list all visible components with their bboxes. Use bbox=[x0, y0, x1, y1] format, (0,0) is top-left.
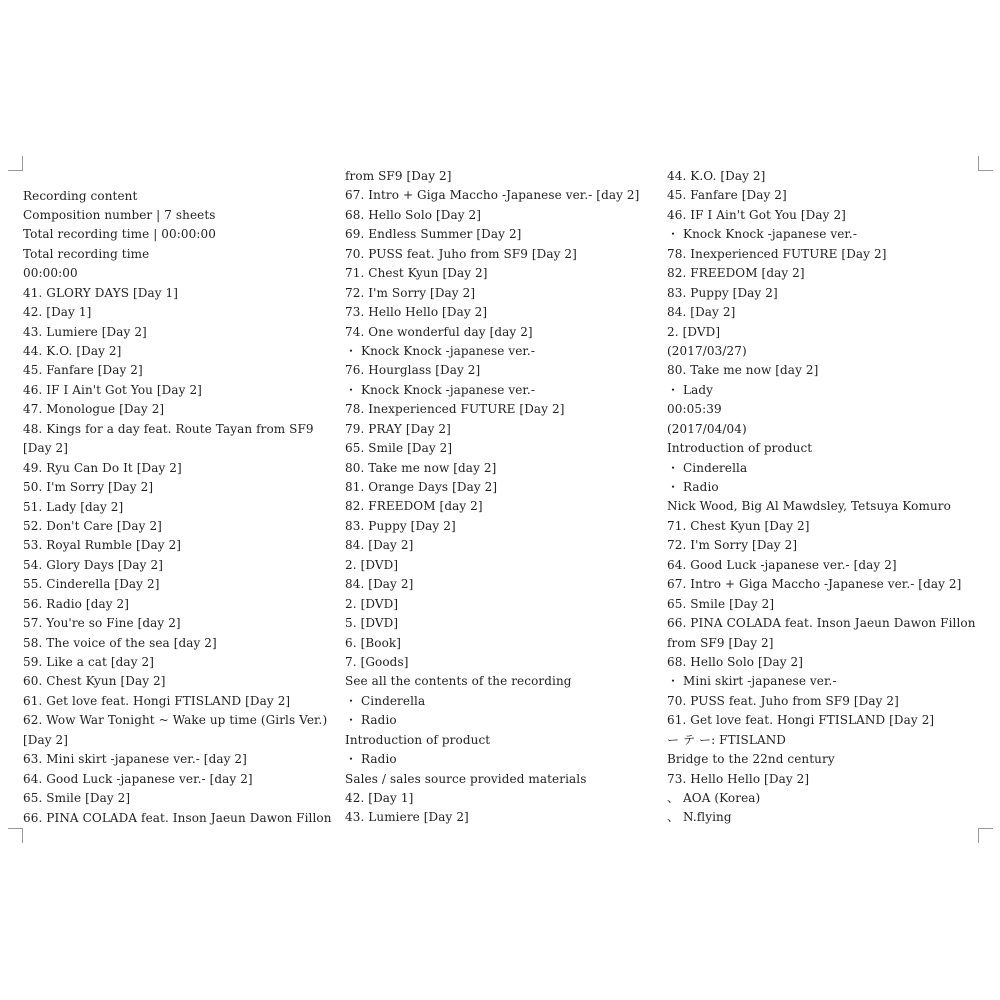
text-line: 45. Fanfare [Day 2] bbox=[667, 188, 787, 203]
text-line: 69. Endless Summer [Day 2] bbox=[345, 227, 522, 242]
text-line: 59. Like a cat [day 2] bbox=[23, 655, 155, 669]
text-line: Introduction of product bbox=[345, 732, 491, 747]
text-line: (2017/04/04) bbox=[667, 421, 747, 436]
text-line: 64. Good Luck -japanese ver.- [day 2] bbox=[23, 771, 253, 786]
text-line: ・ Cinderella bbox=[667, 460, 748, 475]
text-line: 52. Don't Care [Day 2] bbox=[23, 518, 162, 533]
text-line: 47. Monologue [Day 2] bbox=[23, 402, 165, 417]
text-line: 42. [Day 1] bbox=[345, 791, 414, 805]
text-line: 68. Hello Solo [Day 2] bbox=[345, 207, 482, 222]
text-line: Bridge to the 22nd century bbox=[667, 752, 835, 767]
text-line: 48. Kings for a day feat. Route Tayan from SF9 bbox=[23, 421, 314, 436]
text-line: 00:00:00 bbox=[23, 266, 78, 281]
text-line: 7. [Goods] bbox=[345, 654, 409, 669]
text-line: ・ Cinderella bbox=[345, 693, 426, 708]
text-line: 42. [Day 1] bbox=[23, 305, 92, 320]
text-line: 41. GLORY DAYS [Day 1] bbox=[23, 285, 179, 300]
text-line: ・ Knock Knock -japanese ver.- bbox=[345, 343, 536, 358]
text-line: 61. Get love feat. Hongi FTISLAND [Day 2] bbox=[667, 713, 935, 728]
text-line: ・ Radio bbox=[667, 480, 719, 494]
text-line: 68. Hello Solo [Day 2] bbox=[667, 654, 804, 669]
text-line: 2. [DVD] bbox=[667, 324, 721, 339]
text-line: 73. Hello Hello [Day 2] bbox=[667, 771, 810, 786]
text-line: 57. You're so Fine [day 2] bbox=[23, 616, 181, 631]
text-line: 46. IF I Ain't Got You [Day 2] bbox=[23, 382, 202, 397]
text-line: 62. Wow War Tonight ~ Wake up time (Girls Ver.) bbox=[23, 713, 328, 728]
text-line: 71. Chest Kyun [Day 2] bbox=[345, 266, 488, 281]
text-line: 、 AOA (Korea) bbox=[667, 791, 761, 805]
text-line: 65. Smile [Day 2] bbox=[23, 791, 131, 806]
text-line: 44. K.O. [Day 2] bbox=[23, 344, 122, 358]
text-line: 58. The voice of the sea [day 2] bbox=[23, 635, 217, 650]
text-line: 70. PUSS feat. Juho from SF9 [Day 2] bbox=[667, 693, 899, 708]
text-line: 82. FREEDOM [day 2] bbox=[667, 266, 805, 281]
text-line: 46. IF I Ain't Got You [Day 2] bbox=[667, 207, 846, 222]
text-line: 74. One wonderful day [day 2] bbox=[345, 324, 533, 339]
text-line: 76. Hourglass [Day 2] bbox=[345, 363, 481, 378]
text-line: ー テ ー: FTISLAND bbox=[667, 732, 787, 747]
text-line: 73. Hello Hello [Day 2] bbox=[345, 305, 488, 320]
text-line: 51. Lady [day 2] bbox=[23, 499, 124, 514]
text-line: 、 N.flying bbox=[667, 810, 732, 825]
text-column-2 bbox=[345, 167, 667, 828]
text-line: ・ Lady bbox=[667, 382, 713, 397]
text-line: 78. Inexperienced FUTURE [Day 2] bbox=[667, 246, 887, 261]
text-line: 66. PINA COLADA feat. Inson Jaeun Dawon Fillon bbox=[667, 616, 976, 631]
text-line: from SF9 [Day 2] bbox=[667, 635, 774, 650]
text-line: (2017/03/27) bbox=[667, 343, 747, 358]
text-line: 56. Radio [day 2] bbox=[23, 596, 130, 611]
text-line: 84. [Day 2] bbox=[667, 305, 736, 320]
text-line: See all the contents of the recording bbox=[345, 674, 572, 689]
text-line: 65. Smile [Day 2] bbox=[345, 441, 453, 456]
text-line: 49. Ryu Can Do It [Day 2] bbox=[23, 460, 182, 475]
text-line: 6. [Book] bbox=[345, 635, 402, 650]
text-line: 84. [Day 2] bbox=[345, 577, 414, 592]
text-line: 54. Glory Days [Day 2] bbox=[23, 557, 163, 572]
text-line: 67. Intro + Giga Maccho -Japanese ver.- [day 2] bbox=[345, 188, 640, 203]
text-line: 53. Royal Rumble [Day 2] bbox=[23, 538, 182, 553]
text-line: 45. Fanfare [Day 2] bbox=[23, 363, 143, 378]
text-line: 63. Mini skirt -japanese ver.- [day 2] bbox=[23, 752, 247, 767]
text-line: 44. K.O. [Day 2] bbox=[667, 169, 766, 183]
text-line: ・ Radio bbox=[345, 752, 397, 767]
crop-mark-bottom-left bbox=[8, 828, 23, 843]
text-line: 79. PRAY [Day 2] bbox=[345, 421, 451, 436]
text-line: Total recording time | 00:00:00 bbox=[23, 227, 216, 242]
text-line: 43. Lumiere [Day 2] bbox=[23, 324, 147, 339]
crop-mark-bottom-right bbox=[978, 828, 993, 843]
text-line: 00:05:39 bbox=[667, 402, 722, 417]
text-line: 83. Puppy [Day 2] bbox=[345, 518, 456, 533]
text-line: 84. [Day 2] bbox=[345, 538, 414, 553]
text-line: ・ Mini skirt -japanese ver.- bbox=[667, 674, 837, 689]
text-line: ・ Radio bbox=[345, 713, 397, 728]
text-line: Sales / sales source provided materials bbox=[345, 771, 587, 786]
text-line: Total recording time bbox=[23, 246, 150, 261]
text-line: 70. PUSS feat. Juho from SF9 [Day 2] bbox=[345, 246, 577, 261]
text-line: 2. [DVD] bbox=[345, 557, 399, 572]
text-line: 43. Lumiere [Day 2] bbox=[345, 810, 469, 825]
text-line: 80. Take me now [day 2] bbox=[345, 460, 497, 475]
text-line: Recording content bbox=[23, 188, 138, 203]
text-line: 50. I'm Sorry [Day 2] bbox=[23, 480, 154, 495]
text-line: from SF9 [Day 2] bbox=[345, 169, 452, 183]
crop-mark-top-left bbox=[8, 156, 23, 171]
text-line: 60. Chest Kyun [Day 2] bbox=[23, 674, 166, 689]
text-line: 64. Good Luck -japanese ver.- [day 2] bbox=[667, 557, 897, 572]
text-line: [Day 2] bbox=[23, 732, 69, 747]
text-line: 55. Cinderella [Day 2] bbox=[23, 577, 160, 592]
text-line: Nick Wood, Big Al Mawdsley, Tetsuya Komuro bbox=[667, 499, 951, 514]
text-line: 61. Get love feat. Hongi FTISLAND [Day 2] bbox=[23, 693, 291, 708]
text-line: 78. Inexperienced FUTURE [Day 2] bbox=[345, 402, 565, 417]
text-line: [Day 2] bbox=[23, 441, 69, 456]
text-column-1 bbox=[23, 187, 345, 828]
text-line: 82. FREEDOM [day 2] bbox=[345, 499, 483, 514]
text-line: 72. I'm Sorry [Day 2] bbox=[345, 285, 476, 300]
text-line: ・ Knock Knock -japanese ver.- bbox=[667, 227, 858, 242]
text-line: 65. Smile [Day 2] bbox=[667, 596, 775, 611]
text-line: Introduction of product bbox=[667, 441, 813, 456]
text-line: 72. I'm Sorry [Day 2] bbox=[667, 538, 798, 553]
text-line: Composition number | 7 sheets bbox=[23, 207, 216, 222]
text-line: 67. Intro + Giga Maccho -Japanese ver.- [day 2] bbox=[667, 577, 962, 592]
text-line: 2. [DVD] bbox=[345, 596, 399, 611]
text-line: 81. Orange Days [Day 2] bbox=[345, 480, 498, 494]
text-line: 66. PINA COLADA feat. Inson Jaeun Dawon Fillon bbox=[23, 810, 332, 825]
text-column-3 bbox=[667, 167, 989, 828]
text-line: 5. [DVD] bbox=[345, 616, 399, 631]
text-line: 71. Chest Kyun [Day 2] bbox=[667, 518, 810, 533]
text-line: 80. Take me now [day 2] bbox=[667, 363, 819, 378]
text-line: ・ Knock Knock -japanese ver.- bbox=[345, 382, 536, 397]
text-line: 83. Puppy [Day 2] bbox=[667, 285, 778, 300]
